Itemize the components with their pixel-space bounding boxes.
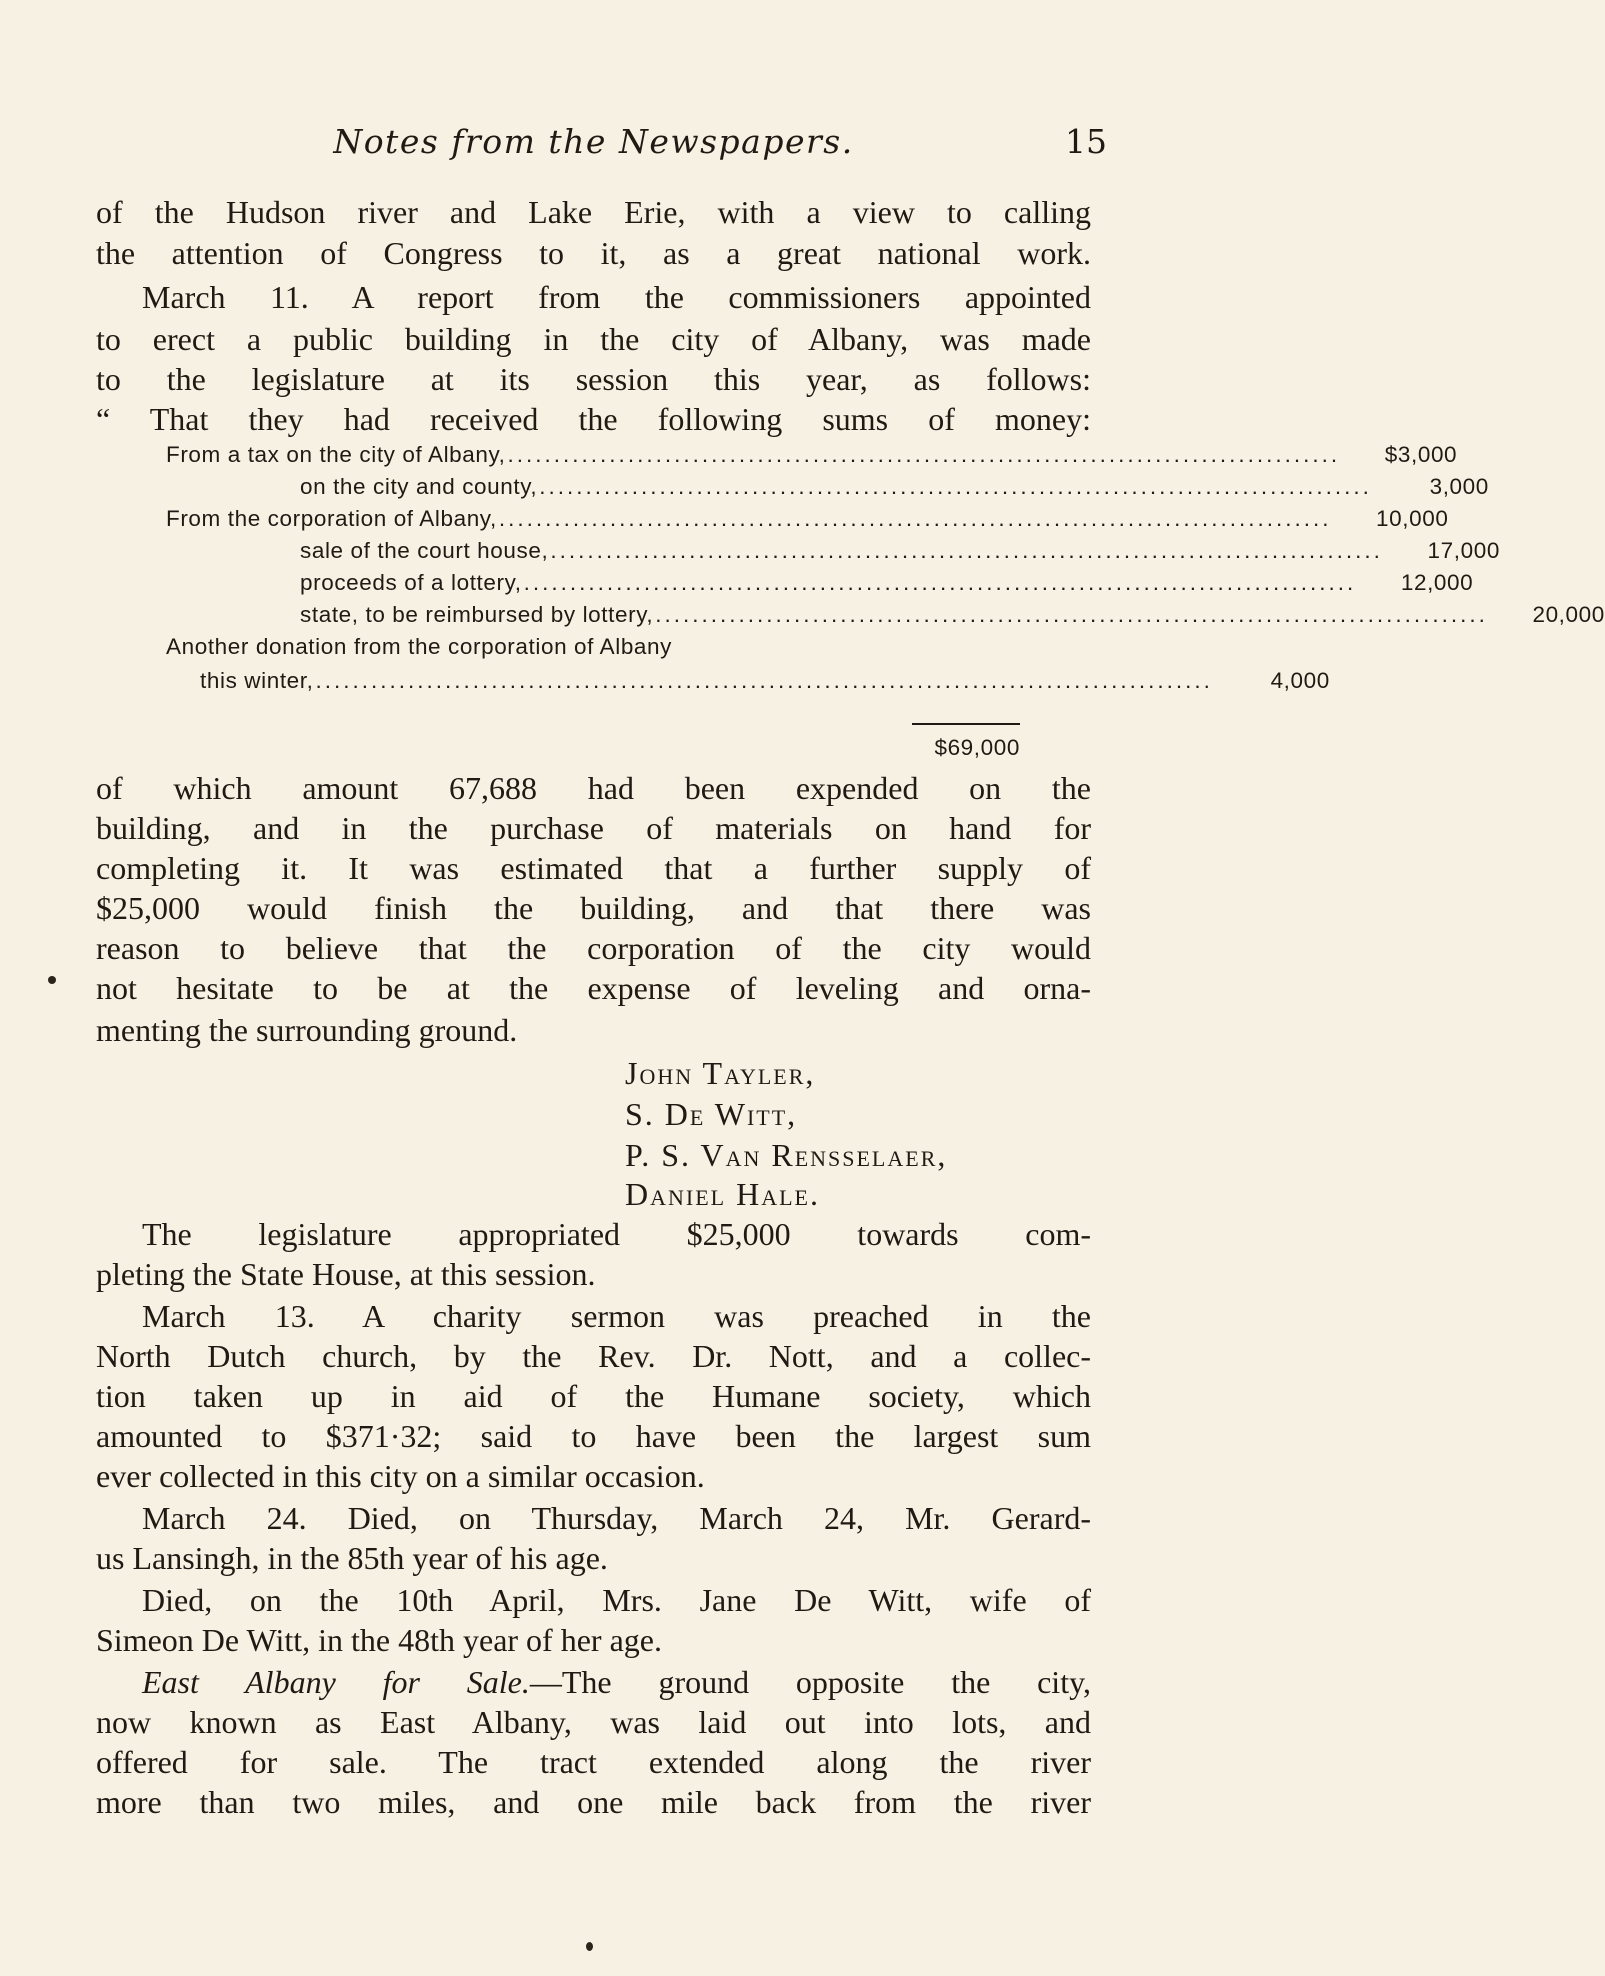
ledger-row (166, 442, 1458, 472)
text-line: March 24. Died, on Thursday, March 24, Mr. Gerard- (142, 1500, 1091, 1536)
text-line: The legislature appropriated $25,000 towards com- (142, 1216, 1091, 1252)
sum-rule (912, 723, 1020, 725)
text-line: amounted to $371·32; said to have been the largest sum (96, 1418, 1091, 1454)
leader-dots: .......................................................................................... (550, 538, 1383, 563)
ledger-label: proceeds of a lottery, (300, 570, 522, 595)
ledger-row (300, 602, 1605, 632)
running-header (80, 122, 1107, 166)
ledger-label: From a tax on the city of Albany, (166, 442, 506, 467)
text-line: ever collected in this city on a similar occasion. (96, 1458, 705, 1494)
ledger-amount: 20,000 (1532, 602, 1605, 627)
leader-dots: ................................................................................................. (315, 668, 1213, 693)
text-line: us Lansingh, in the 85th year of his age. (96, 1540, 608, 1576)
text-line: completing it. It was estimated that a further supply of (96, 850, 1091, 886)
ledger-amount: $3,000 (1384, 442, 1458, 467)
ink-speck (586, 1942, 593, 1951)
leader-dots: .......................................................................................... (539, 474, 1372, 499)
ledger-label: Another donation from the corporation of Albany (166, 634, 673, 659)
signature: John Tayler, (625, 1055, 816, 1091)
ledger-row (300, 474, 1489, 504)
ledger-label: sale of the court house, (300, 538, 549, 563)
leader-dots: .......................................................................................... (498, 506, 1332, 531)
ledger-row (200, 668, 1330, 698)
text-line: $25,000 would finish the building, and that there was (96, 890, 1091, 926)
text-line: more than two miles, and one mile back from the river (96, 1784, 1091, 1820)
text-line: of which amount 67,688 had been expended on the (96, 770, 1091, 806)
section-lead: —The ground opposite the city, (529, 1664, 1092, 1700)
text-line: March 13. A charity sermon was preached in the (142, 1298, 1091, 1334)
ledger-label: From the corporation of Albany, (166, 506, 497, 531)
text-line: of the Hudson river and Lake Erie, with a view to calling (96, 194, 1091, 230)
page-number: 15 (1065, 122, 1107, 161)
ledger-label: on the city and county, (300, 474, 538, 499)
ledger-row (300, 538, 1500, 568)
ink-speck (48, 976, 56, 984)
ledger-row (300, 570, 1474, 600)
leader-dots: .......................................................................................... (655, 602, 1488, 627)
text-line: building, and in the purchase of materials on hand for (96, 810, 1091, 846)
ledger-row (166, 506, 1449, 536)
leader-dots: .......................................................................................... (507, 442, 1341, 467)
ledger-label: state, to be reimbursed by lottery, (300, 602, 654, 627)
text-line: the attention of Congress to it, as a great national work. (96, 235, 1091, 271)
text-line: pleting the State House, at this session. (96, 1256, 596, 1292)
ledger-amount: 12,000 (1400, 570, 1474, 595)
text-line: to the legislature at its session this year, as follows: (96, 361, 1091, 397)
ledger-amount: 10,000 (1376, 506, 1449, 531)
ledger-row (166, 634, 1020, 664)
text-line (142, 1664, 1091, 1700)
text-line: not hesitate to be at the expense of leveling and orna- (96, 970, 1091, 1006)
signature: Daniel Hale. (625, 1176, 820, 1212)
text-line: to erect a public building in the city of Albany, was made (96, 321, 1091, 357)
text-line: North Dutch church, by the Rev. Dr. Nott, and a collec- (96, 1338, 1091, 1374)
text-line: now known as East Albany, was laid out into lots, and (96, 1704, 1091, 1740)
text-line: March 11. A report from the commissioners appointed (142, 279, 1091, 315)
running-title: Notes from the Newspapers. (333, 122, 854, 161)
ledger-amount: 3,000 (1429, 474, 1489, 499)
ledger-total: $69,000 (934, 735, 1020, 760)
signature: P. S. Van Rensselaer, (625, 1137, 948, 1173)
text-line: “ That they had received the following sums of money: (96, 401, 1091, 437)
signature: S. De Witt, (625, 1096, 798, 1132)
text-line: Died, on the 10th April, Mrs. Jane De Witt, wife of (142, 1582, 1091, 1618)
ledger-amount: 17,000 (1427, 538, 1500, 563)
text-line: reason to believe that the corporation of the city would (96, 930, 1091, 966)
leader-dots: .......................................................................................... (523, 570, 1357, 595)
text-line: menting the surrounding ground. (96, 1012, 518, 1048)
text-line: offered for sale. The tract extended along the river (96, 1744, 1091, 1780)
text-line: Simeon De Witt, in the 48th year of her age. (96, 1622, 662, 1658)
ledger-label: this winter, (200, 668, 314, 693)
ledger-amount: 4,000 (1270, 668, 1330, 693)
section-title: East Albany for Sale. (142, 1664, 530, 1700)
text-line: tion taken up in aid of the Humane society, which (96, 1378, 1091, 1414)
